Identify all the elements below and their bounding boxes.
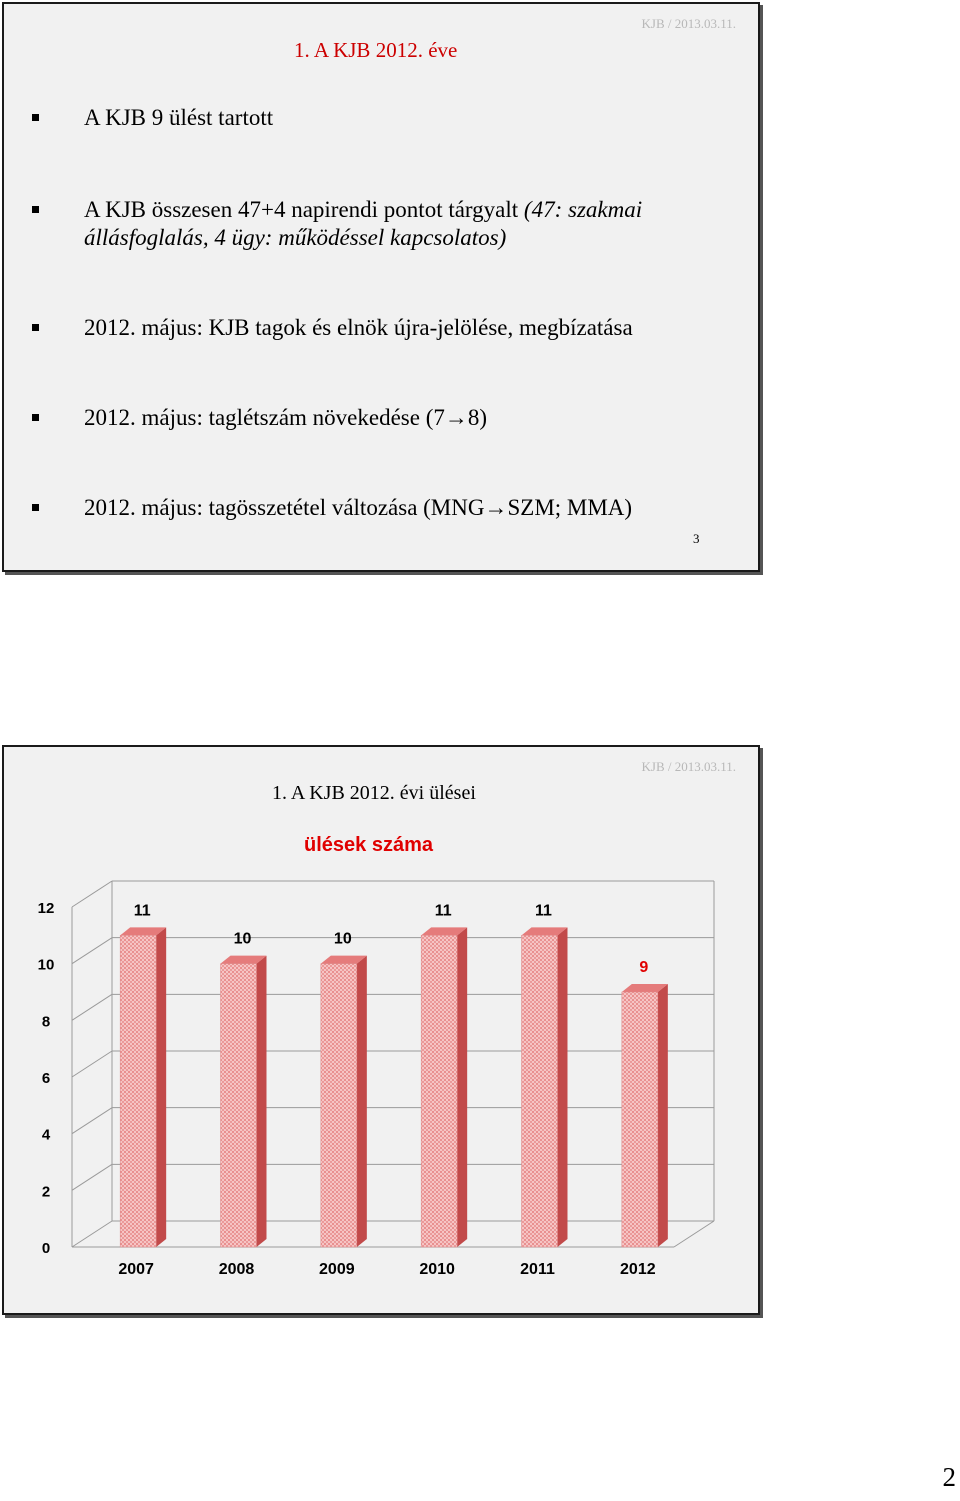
data-label: 10 <box>233 930 252 948</box>
data-label: 11 <box>535 902 552 920</box>
x-tick-label: 2012 <box>620 1261 656 1278</box>
x-tick-label: 2008 <box>218 1261 255 1278</box>
grid-line-side <box>72 1108 112 1134</box>
grid-line-side <box>72 938 112 964</box>
slide-title: 1. A KJB 2012. évi ülései <box>272 782 476 804</box>
bar <box>321 964 357 1247</box>
bar <box>120 935 156 1247</box>
data-label: 11 <box>133 902 151 920</box>
slide-1 <box>2 2 760 572</box>
bar-chart <box>4 747 758 1313</box>
bar-side <box>156 927 166 1247</box>
bar-side <box>658 984 668 1247</box>
page-number: 2 <box>942 1462 956 1492</box>
bar <box>522 935 558 1247</box>
bar <box>622 992 658 1247</box>
data-label: 11 <box>434 902 452 920</box>
grid-line-side <box>72 1221 112 1247</box>
bar-side <box>558 927 568 1247</box>
slide-date-stamp: KJB / 2013.03.11. <box>641 759 736 774</box>
square-bullet-icon <box>32 414 39 421</box>
square-bullet-icon <box>32 206 39 213</box>
grid-line-side <box>72 881 112 907</box>
x-tick-label: 2009 <box>319 1261 355 1278</box>
slide-date-stamp: KJB / 2013.03.11. <box>641 16 736 31</box>
x-tick-label: 2007 <box>118 1261 154 1278</box>
grid-line-side <box>72 1164 112 1190</box>
slide-title: 1. A KJB 2012. éve <box>294 38 458 62</box>
square-bullet-icon <box>32 504 39 511</box>
bullet-text: 2012. május: taglétszám növekedése (7→8) <box>84 405 488 430</box>
bar <box>221 964 257 1247</box>
bullet-text: 2012. május: tagösszetétel változása (MNG→SZM; MMA) <box>84 495 633 520</box>
grid-line-side <box>72 994 112 1020</box>
bullet-text: 2012. május: KJB tagok és elnök újra-jelölése, megbízatása <box>84 315 633 340</box>
y-tick-label: 12 <box>37 900 55 917</box>
y-tick-label: 8 <box>41 1013 51 1031</box>
x-tick-label: 2010 <box>419 1261 455 1278</box>
y-tick-label: 0 <box>41 1240 51 1257</box>
chart-plot-area <box>38 834 714 1278</box>
chart-title: ülések száma <box>304 834 433 856</box>
bullet-text: A KJB összesen 47+4 napirendi pontot tárgyalt (47: szakmai állásfoglalás, 4 ügy: működéssel kapcsolatos) <box>84 197 643 250</box>
data-label: 10 <box>333 930 352 948</box>
bar <box>421 935 457 1247</box>
bullet-text: A KJB 9 ülést tartott <box>84 105 274 130</box>
bar-side <box>457 927 467 1247</box>
slide-2 <box>2 745 760 1315</box>
y-tick-label: 10 <box>37 956 55 974</box>
y-tick-label: 2 <box>41 1183 51 1201</box>
bar-side <box>357 956 367 1247</box>
y-tick-label: 4 <box>41 1126 51 1144</box>
square-bullet-icon <box>32 114 39 121</box>
data-label: 9 <box>639 959 649 976</box>
x-tick-label: 2011 <box>520 1261 555 1278</box>
bar-side <box>257 956 267 1247</box>
slide-number: 3 <box>693 531 700 546</box>
square-bullet-icon <box>32 324 39 331</box>
bullet-italic-note: (47: szakmai állásfoglalás, 4 ügy: működéssel kapcsolatos) <box>84 197 643 250</box>
floor-line <box>674 1221 714 1247</box>
grid-line-side <box>72 1051 112 1077</box>
y-tick-label: 6 <box>41 1070 51 1087</box>
